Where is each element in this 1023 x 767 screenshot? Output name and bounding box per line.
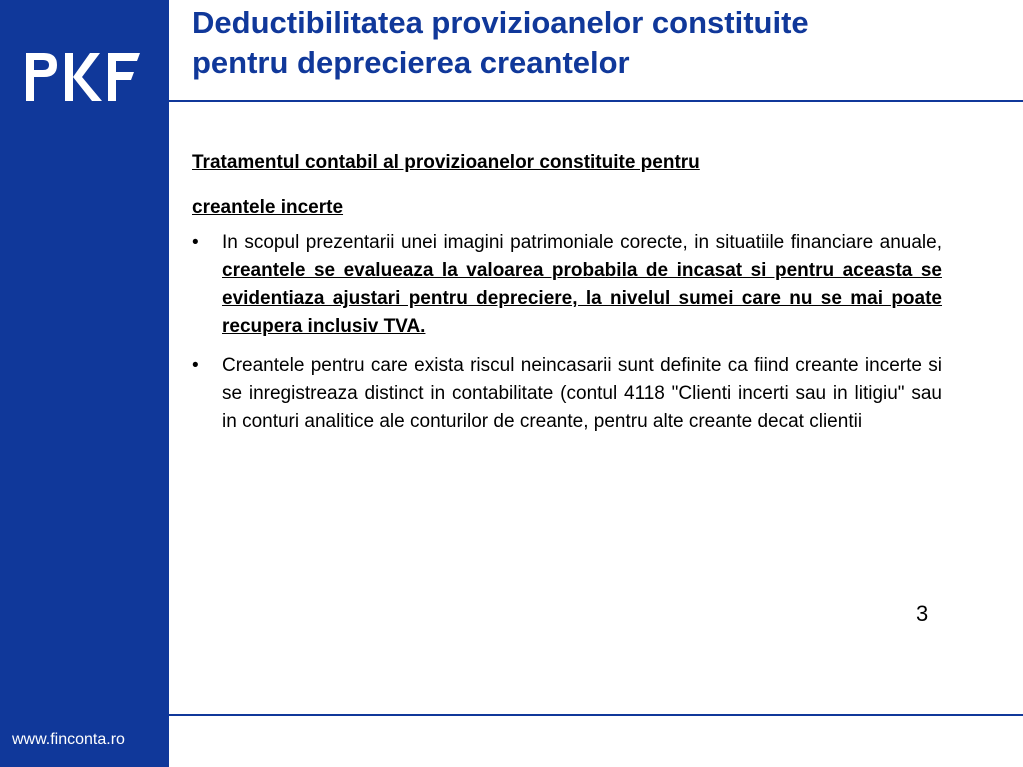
website-link[interactable]: www.finconta.ro xyxy=(12,731,125,748)
bullet-icon: • xyxy=(192,355,199,376)
bullet-icon: • xyxy=(192,232,199,253)
slide-title-line2: pentru deprecierea creantelor xyxy=(192,45,630,80)
footer-divider xyxy=(169,714,1023,716)
pkf-logo xyxy=(24,51,142,108)
pkf-logo-graphic xyxy=(24,51,142,103)
title-divider xyxy=(169,100,1023,102)
bullet-item xyxy=(192,229,942,341)
page-number: 3 xyxy=(916,601,929,626)
slide-content xyxy=(192,150,942,447)
bullet-text: In scopul prezentarii unei imagini patrimoniale corecte, in situatiile financiare anuale, xyxy=(222,232,942,253)
bullet-item xyxy=(192,352,942,436)
bullet-emphasis: creantele se evalueaza la valoarea probabila de incasat si pentru aceasta se evidentiaza ajustari pentru depreciere, la nivelul sumei care nu se mai poate recupera inclusiv TVA. xyxy=(222,260,942,337)
bullet-text: Creantele pentru care exista riscul neincasarii sunt definite ca fiind creante incerte si se inregistreaza distinct in contabilitate (contul 4118 "Clienti incerti sau in litigiu" sau in conturi analitice ale conturilor de creante, pentru alte creante decat clientii xyxy=(222,355,942,432)
section-heading-line1: Tratamentul contabil al provizioanelor constituite pentru xyxy=(192,152,700,173)
bullet-list xyxy=(192,229,942,436)
slide-title xyxy=(192,3,1002,83)
sidebar xyxy=(0,0,169,767)
slide-title-line1: Deductibilitatea provizioanelor constituite xyxy=(192,5,809,40)
section-heading-line2: creantele incerte xyxy=(192,197,344,218)
